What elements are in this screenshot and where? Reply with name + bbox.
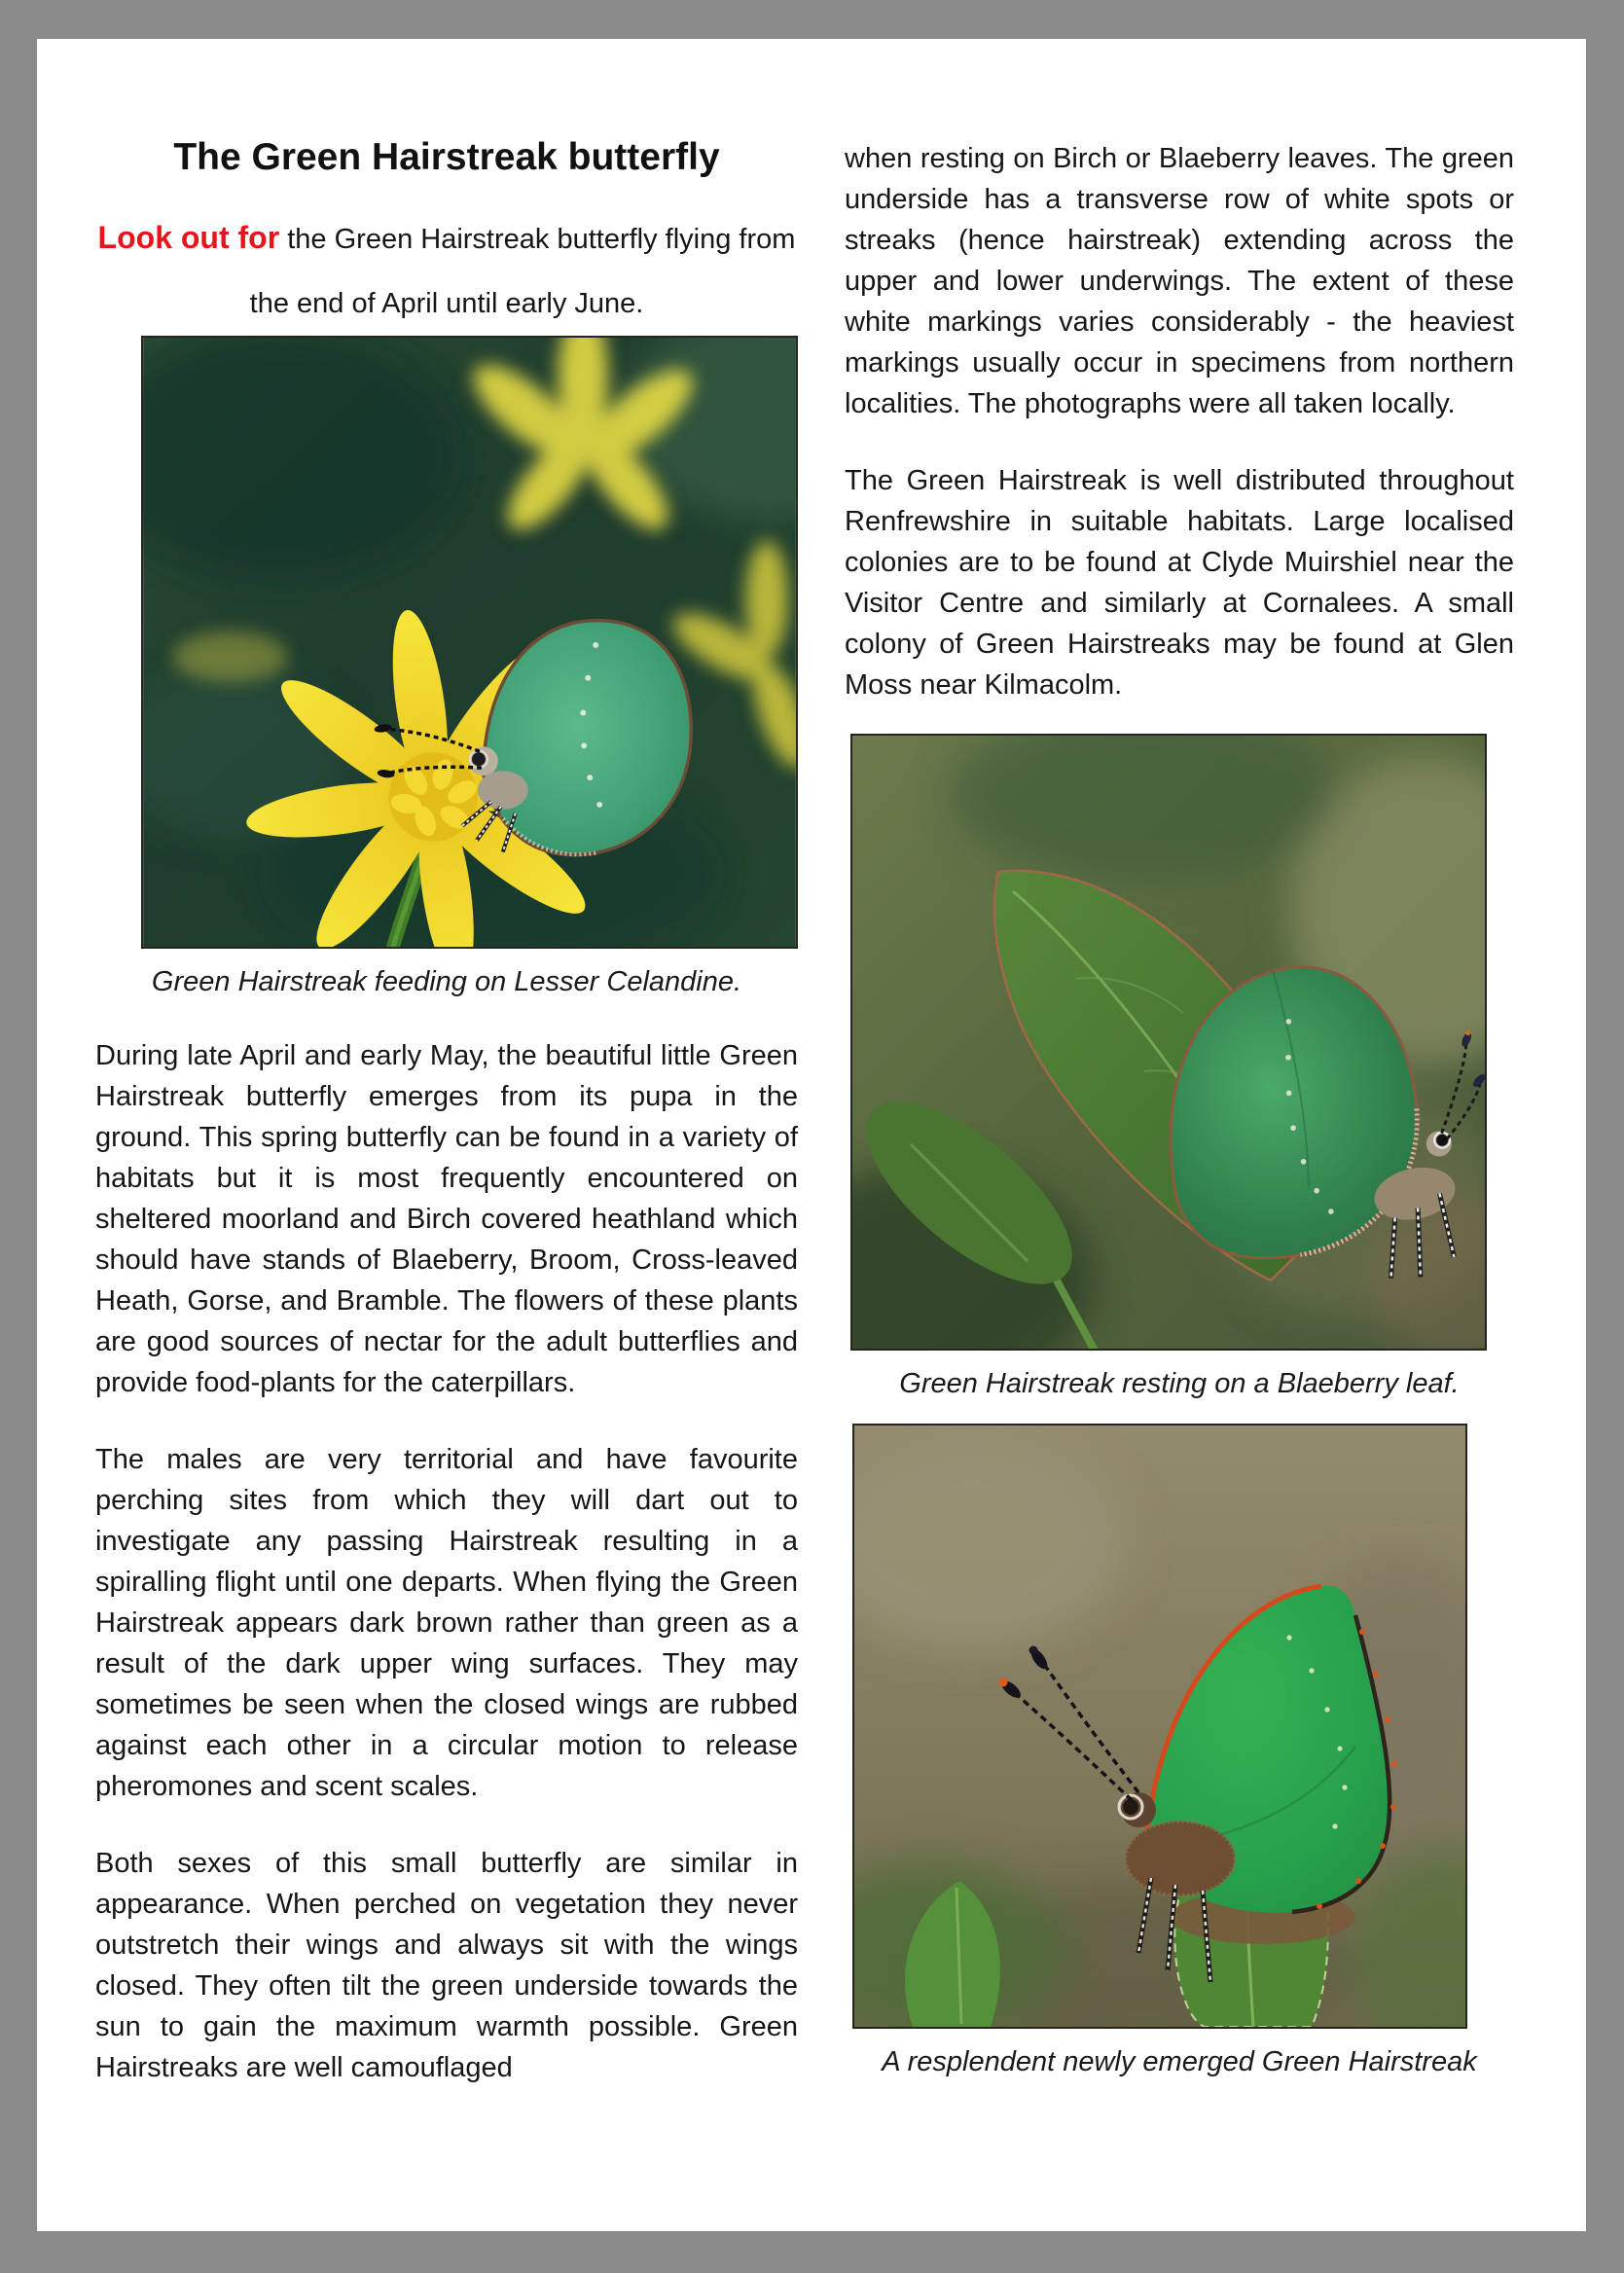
figure-newly-emerged [845, 1424, 1514, 2080]
figure-blaeberry [845, 734, 1514, 1402]
body-paragraph-right-1: when resting on Birch or Blaeberry leaves. The green underside has a transverse row of white spots or streaks (hence hairstreak) extending across the upper and lower underwings. The extent of these white markings varies considerably - the heaviest markings usually occur in specimens from northern localities. The photographs were all taken locally. [845, 143, 1514, 419]
body-paragraph-left-2: The males are very territorial and have favourite perching sites from which they will dart out to investigate any passing Hairstreak resulting in a spiralling flight until one departs. When flying the Green Hairstreak appears dark brown rather than green as a result of the dark upper wing surfaces. They may sometimes be seen when the closed wings are rubbed against each other in a circular motion to release pheromones and scent scales. [95, 1444, 798, 1802]
photo-green-hairstreak-on-blaeberry-leaf [850, 734, 1487, 1351]
document-page [37, 39, 1586, 2231]
photo-green-hairstreak-on-celandine [141, 336, 798, 949]
left-column [95, 136, 798, 2231]
newly-emerged-photo-illustration [854, 1425, 1465, 2027]
lookout-paragraph [95, 205, 798, 336]
lookout-rest-text: the Green Hairstreak butterfly flying from the end of April until early June. [249, 224, 796, 319]
right-column [845, 136, 1514, 2231]
celandine-photo-illustration [143, 338, 796, 947]
body-paragraph-left-3: Both sexes of this small butterfly are similar in appearance. When perched on vegetation they never outstretch their wings and always sit with the wings closed. They often tilt the green underside towards the sun to gain the maximum warmth possible. Green Hairstreaks are well camouflaged [95, 1848, 798, 2083]
blaeberry-photo-illustration [852, 736, 1485, 1349]
page-title: The Green Hairstreak butterfly [173, 136, 720, 178]
body-paragraph-right-2: The Green Hairstreak is well distributed throughout Renfrewshire in suitable habitats. Large localised colonies are to be found at Clyde Muirshiel near the Visitor Centre and similarly at Cornalees. A small colony of Green Hairstreaks may be found at Glen Moss near Kilmacolm. [845, 465, 1514, 701]
photo-newly-emerged-green-hairstreak [852, 1424, 1467, 2029]
caption-newly-emerged: A resplendent newly emerged Green Hairstreak [882, 2046, 1477, 2077]
figure-celandine [95, 336, 798, 1000]
body-paragraph-left-1: During late April and early May, the beautiful little Green Hairstreak butterfly emerges from its pupa in the ground. This spring butterfly can be found in a variety of habitats but it is most frequently encountered on sheltered moorland and Birch covered heathland which should have stands of Blaeberry, Broom, Cross-leaved Heath, Gorse, and Bramble. The flowers of these plants are good sources of nectar for the adult butterflies and provide food-plants for the caterpillars. [95, 1040, 798, 1398]
lookout-lead-text: Look out for [97, 220, 280, 255]
caption-celandine: Green Hairstreak feeding on Lesser Celandine. [151, 966, 742, 997]
caption-blaeberry: Green Hairstreak resting on a Blaeberry leaf. [899, 1368, 1460, 1399]
